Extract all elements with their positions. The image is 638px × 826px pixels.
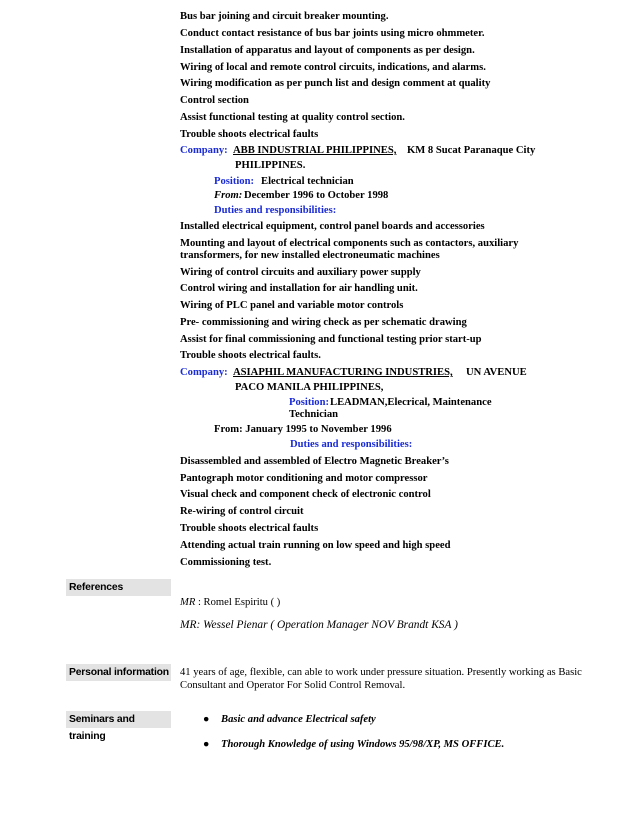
from-label: From: (214, 190, 243, 201)
duty-item: Attending actual train running on low speed and high speed (180, 540, 451, 551)
duty-item: Trouble shoots electrical faults (180, 129, 319, 140)
duty-item: Re-wiring of control circuit (180, 506, 304, 517)
reference-prefix: MR (180, 597, 196, 608)
duty-item: Installation of apparatus and layout of components as per design. (180, 45, 475, 56)
duty-item: Conduct contact resistance of bus bar joints using micro ohmmeter. (180, 28, 485, 39)
company-address: UN AVENUE (466, 367, 527, 378)
duty-item: Mounting and layout of electrical components such as contactors, auxiliary (180, 238, 519, 249)
duty-item: Trouble shoots electrical faults. (180, 350, 321, 361)
from-value: From: January 1995 to November 1996 (214, 424, 392, 435)
position-value: Electrical technician (261, 176, 354, 187)
duty-item: Wiring modification as per punch list and design comment at quality (180, 78, 491, 89)
from-value: December 1996 to October 1998 (244, 190, 389, 201)
duty-item: Wiring of PLC panel and variable motor controls (180, 300, 404, 311)
company-label: Company: (180, 367, 228, 378)
duty-item: Installed electrical equipment, control panel boards and accessories (180, 221, 485, 232)
seminar-item: Thorough Knowledge of using Windows 95/98/XP, MS OFFICE. (221, 739, 505, 750)
position-label: Position: (214, 176, 255, 187)
duty-item: Pre- commissioning and wiring check as per schematic drawing (180, 317, 467, 328)
company-name: ABB INDUSTRIAL PHILIPPINES, (233, 145, 397, 156)
duty-item: Control section (180, 95, 249, 106)
duty-item: Visual check and component check of electronic control (180, 489, 431, 500)
duty-item: Assist for final commissioning and functional testing prior start-up (180, 334, 482, 345)
company-address: PHILIPPINES. (235, 160, 306, 171)
company-address: KM 8 Sucat Paranaque City (407, 145, 536, 156)
company-label: Company: (180, 145, 228, 156)
duty-item: Commissioning test. (180, 557, 272, 568)
duty-item: transformers, for new installed electroneumatic machines (180, 250, 440, 261)
seminars-heading: Seminars and training (66, 711, 171, 728)
duty-item: Control wiring and installation for air handling unit. (180, 283, 418, 294)
duty-item: Trouble shoots electrical faults (180, 523, 319, 534)
duty-item: Wiring of local and remote control circuits, indications, and alarms. (180, 62, 486, 73)
references-heading: References (66, 579, 171, 596)
personal-info-text: Consultant and Operator For Solid Control Removal. (180, 680, 406, 691)
duty-item: Wiring of control circuits and auxiliary power supply (180, 267, 421, 278)
reference-item: MR: Wessel Pienar ( Operation Manager NOV Brandt KSA ) (180, 619, 458, 631)
position-label: Position: (289, 397, 330, 408)
duties-label: Duties and responsibilities: (290, 439, 413, 450)
duty-item: Pantograph motor conditioning and motor compressor (180, 473, 428, 484)
company-name: ASIAPHIL MANUFACTURING INDUSTRIES, (233, 367, 453, 378)
position-value: Technician (289, 409, 339, 420)
company-address: PACO MANILA PHILIPPINES, (235, 382, 384, 393)
seminar-item: Basic and advance Electrical safety (221, 714, 376, 725)
duties-label: Duties and responsibilities: (214, 205, 337, 216)
duty-item: Bus bar joining and circuit breaker mounting. (180, 11, 389, 22)
duty-item: Disassembled and assembled of Electro Magnetic Breaker’s (180, 456, 449, 467)
personal-info-text: 41 years of age, flexible, can able to work under pressure situation. Presently working as Basic (180, 667, 582, 678)
bullet-icon: ● (203, 714, 210, 725)
duty-item: Assist functional testing at quality control section. (180, 112, 405, 123)
personal-info-heading: Personal information (66, 664, 171, 681)
reference-text: : Romel Espiritu ( ) (195, 597, 281, 608)
bullet-icon: ● (203, 739, 210, 750)
position-value: LEADMAN,Elecrical, Maintenance (330, 397, 492, 408)
reference-item (180, 597, 280, 609)
